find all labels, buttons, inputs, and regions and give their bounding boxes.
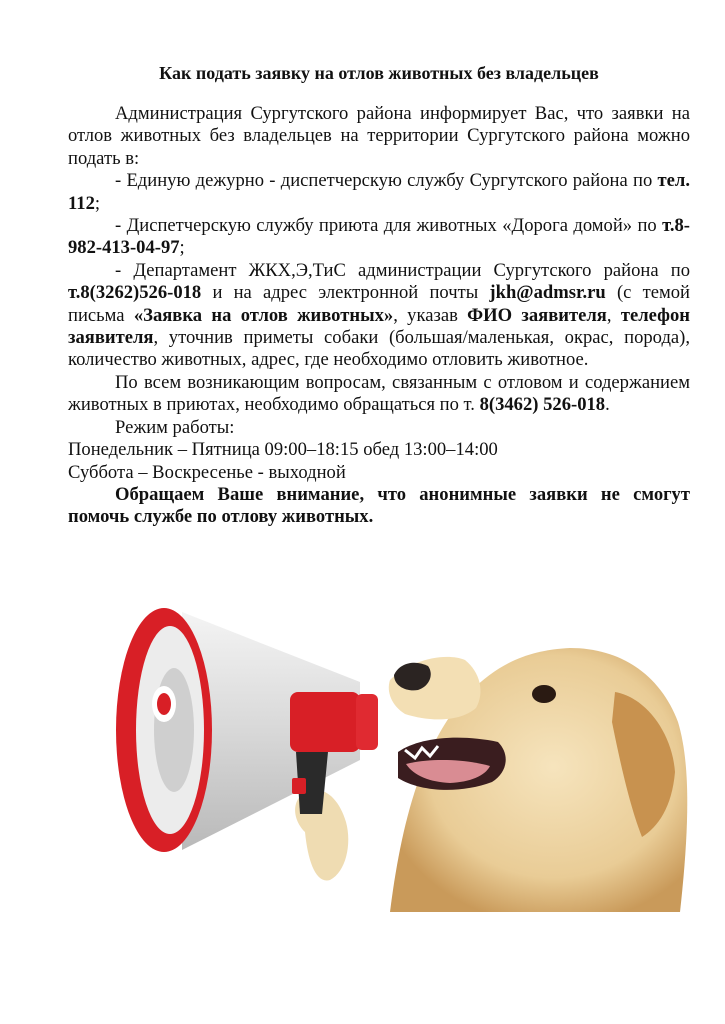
dog-megaphone-illustration — [60, 582, 690, 912]
document-title: Как подать заявку на отлов животных без владельцев — [159, 63, 599, 83]
item-text: и на адрес электронной почты — [201, 282, 490, 304]
questions-paragraph — [68, 372, 690, 417]
item-text: , указав — [393, 304, 468, 326]
list-item-dispatch — [68, 170, 690, 215]
required-fio: ФИО заявителя — [467, 304, 607, 326]
email-subject: «Заявка на отлов животных» — [133, 304, 394, 326]
punctuation: ; — [179, 237, 185, 259]
schedule-weekdays: Понедельник – Пятница 09:00–18:15 обед 13:00–14:00 — [68, 439, 498, 461]
required-phone: телефон заявителя — [68, 304, 691, 349]
schedule-weekend: Суббота – Воскресенье - выходной — [68, 461, 346, 483]
item-text: - Единую дежурно - диспетчерскую службу Сургутского района по — [115, 170, 658, 192]
phone-number: тел. 112 — [68, 170, 690, 214]
item-text: - Департамент ЖКХ,Э,ТиС администрации Сургутского района по — [115, 259, 690, 281]
document-page — [68, 62, 690, 529]
schedule-label: Режим работы: — [115, 416, 235, 438]
list-item-department — [68, 260, 690, 372]
email-address: jkh@admsr.ru — [489, 282, 606, 304]
punctuation: . — [605, 394, 610, 416]
list-item-shelter — [68, 215, 690, 260]
punctuation: ; — [94, 192, 101, 214]
phone-number: т.8(3262)526-018 — [68, 282, 202, 304]
item-text: , уточнив приметы собаки (большая/маленькая, окрас, порода), количество животных, адрес, где необходимо отловить животное. — [68, 327, 690, 371]
phone-number: 8(3462) 526-018 — [479, 394, 606, 416]
notice-text: Обращаем Ваше внимание, что анонимные заявки не смогут помочь службе по отлову животных. — [68, 483, 690, 528]
phone-number: т.8-982-413-04-97 — [68, 215, 690, 259]
item-text: , — [606, 304, 621, 326]
notice-paragraph — [68, 484, 690, 529]
intro-paragraph: Администрация Сургутского района информирует Вас, что заявки на отлов животных без владельцев на территории Сургутского района можно подать в: — [68, 103, 690, 169]
item-text: - Диспетчерскую службу приюта для животных «Дорога домой» по — [115, 215, 663, 237]
item-text: (с темой письма — [68, 282, 690, 326]
item-text: По всем возникающим вопросам, связанным с отловом и содержанием животных в приютах, необходимо обращаться по т. — [68, 371, 690, 416]
